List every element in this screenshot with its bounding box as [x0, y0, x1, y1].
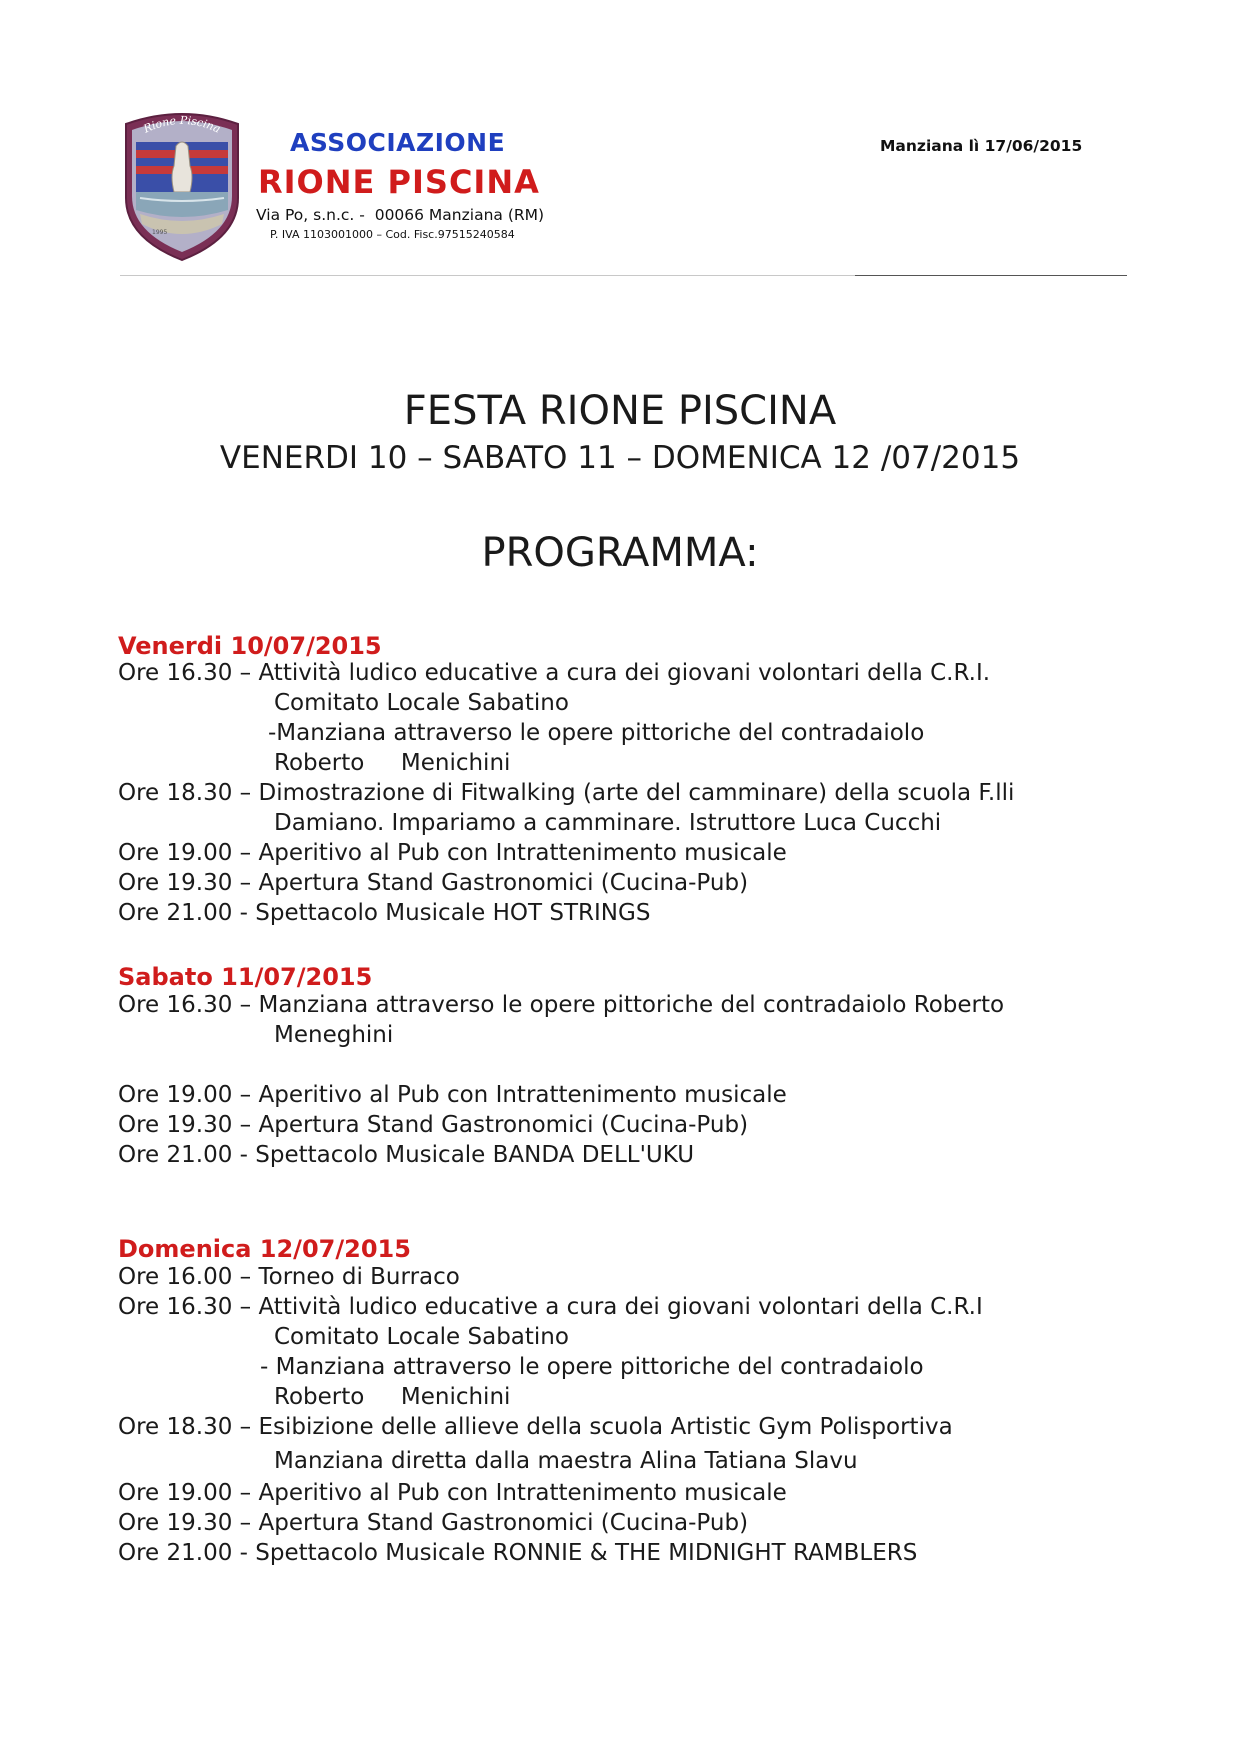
schedule-line: Roberto Menichini: [274, 1384, 511, 1410]
schedule-line: Ore 19.30 – Apertura Stand Gastronomici (Cucina-Pub): [118, 1510, 749, 1536]
logo-text: Rione Piscina: [141, 113, 223, 136]
schedule-line: Ore 16.00 – Torneo di Burraco: [118, 1264, 460, 1290]
logo-year: 1995: [152, 229, 168, 236]
day-heading-venerdi: Venerdi 10/07/2015: [118, 632, 382, 660]
schedule-line: Ore 16.30 – Manziana attraverso le opere pittoriche del contradaiolo Roberto: [118, 992, 1005, 1018]
association-logo: [118, 106, 246, 262]
schedule-line: Ore 16.30 – Attività ludico educative a cura dei giovani volontari della C.R.I.: [118, 660, 991, 686]
header-divider-dark: [855, 275, 1127, 276]
schedule-line: Damiano. Impariamo a camminare. Istruttore Luca Cucchi: [274, 810, 942, 836]
schedule-line: Ore 19.00 – Aperitivo al Pub con Intrattenimento musicale: [118, 1480, 787, 1506]
schedule-line: Ore 19.30 – Apertura Stand Gastronomici (Cucina-Pub): [118, 870, 749, 896]
day-heading-domenica: Domenica 12/07/2015: [118, 1235, 411, 1263]
schedule-line: Comitato Locale Sabatino: [274, 690, 569, 716]
schedule-line: Ore 21.00 - Spettacolo Musicale RONNIE & THE MIDNIGHT RAMBLERS: [118, 1540, 918, 1566]
schedule-line: -Manziana attraverso le opere pittoriche del contradaiolo: [268, 720, 925, 746]
schedule-line: Ore 21.00 - Spettacolo Musicale HOT STRINGS: [118, 900, 651, 926]
association-name-line1: ASSOCIAZIONE: [290, 128, 506, 157]
day-heading-sabato: Sabato 11/07/2015: [118, 963, 373, 991]
schedule-line: Ore 19.00 – Aperitivo al Pub con Intrattenimento musicale: [118, 840, 787, 866]
event-title: FESTA RIONE PISCINA: [403, 388, 837, 434]
schedule-line: Ore 16.30 – Attività ludico educative a cura dei giovani volontari della C.R.I: [118, 1294, 983, 1320]
schedule-line: - Manziana attraverso le opere pittoriche del contradaiolo: [260, 1354, 924, 1380]
header-divider: [120, 275, 855, 276]
document-date: Manziana lì 17/06/2015: [880, 137, 1083, 155]
schedule-line: Ore 21.00 - Spettacolo Musicale BANDA DELL'UKU: [118, 1142, 695, 1168]
schedule-line: Manziana diretta dalla maestra Alina Tatiana Slavu: [274, 1448, 858, 1474]
association-tax-ids: P. IVA 1103001000 – Cod. Fisc.97515240584: [270, 228, 515, 241]
schedule-line: Ore 18.30 – Esibizione delle allieve della scuola Artistic Gym Polisportiva: [118, 1414, 953, 1440]
schedule-line: Ore 18.30 – Dimostrazione di Fitwalking (arte del camminare) della scuola F.lli: [118, 780, 1015, 806]
association-address: Via Po, s.n.c. - 00066 Manziana (RM): [256, 206, 545, 224]
schedule-line: Roberto Menichini: [274, 750, 511, 776]
schedule-line: Ore 19.30 – Apertura Stand Gastronomici (Cucina-Pub): [118, 1112, 749, 1138]
event-dates: VENERDI 10 – SABATO 11 – DOMENICA 12 /07/2015: [219, 440, 1021, 476]
association-name-line2: RIONE PISCINA: [258, 163, 540, 201]
programme-heading: PROGRAMMA:: [481, 530, 759, 576]
schedule-line: Ore 19.00 – Aperitivo al Pub con Intrattenimento musicale: [118, 1082, 787, 1108]
schedule-line: Meneghini: [274, 1022, 394, 1048]
schedule-line: Comitato Locale Sabatino: [274, 1324, 569, 1350]
